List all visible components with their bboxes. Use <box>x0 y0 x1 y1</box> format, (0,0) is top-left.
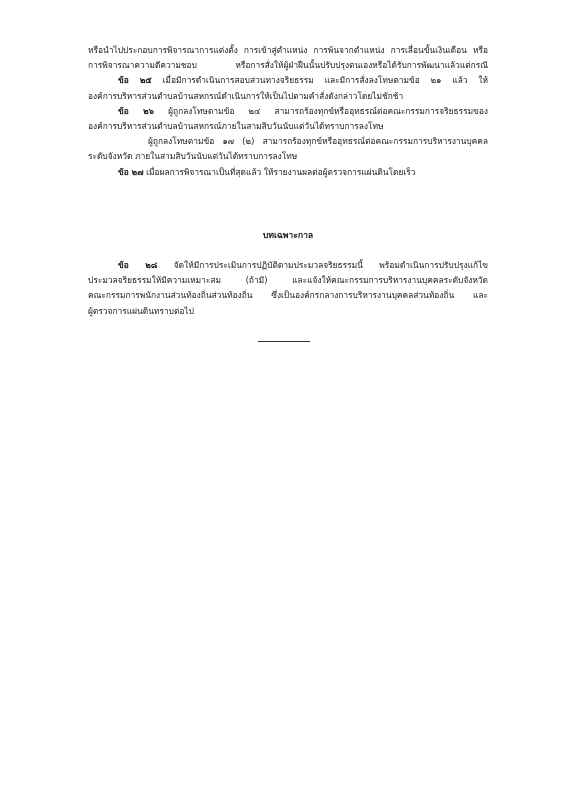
clause-28-label: ข้อ ๒๘ <box>118 260 158 270</box>
clause-25-line-1 <box>88 73 488 88</box>
clause-26-label: ข้อ ๒๖ <box>118 105 154 116</box>
clause-25-label: ข้อ ๒๕ <box>118 75 152 86</box>
clause-26-line-1 <box>88 104 488 119</box>
clause-27-label: ข้อ ๒๗ <box>118 166 144 177</box>
clause-28-line-3: คณะกรรมการพนักงานส่วนท้องถิ่นส่วนท้องถิ่น ซึ่งเป็นองค์กรกลางการบริหารงานบุคคลส่วนท้องถิ่น และ <box>88 290 488 301</box>
clause-26-line-4: ระดับจังหวัด ภายในสามสิบวันนับแต่วันได้ทราบการลงโทษ <box>88 151 298 162</box>
clause-27-line-1 <box>88 165 488 180</box>
clause-26-line-3: ผู้ถูกลงโทษตามข้อ ๑๗ (๒) สามารถร้องทุกข์หรืออุทธรณ์ต่อคณะกรรมการบริหารงานบุคคล <box>148 136 488 147</box>
end-divider <box>258 341 310 342</box>
clause-28-text: จัดให้มีการประเมินการปฏิบัติตามประมวลจริยธรรมนี้ พร้อมดำเนินการปรับปรุงแก้ไข <box>173 260 488 270</box>
clause-28-line-2: ประมวลจริยธรรมให้มีความเหมาะสม (ถ้ามี) และแจ้งให้คณะกรรมการบริหารงานบุคคลระดับจังหวัด <box>88 275 488 286</box>
paragraph-line: หรือนำไปประกอบการพิจารณาการแต่งตั้ง การเข้าสู่ตำแหน่ง การพ้นจากตำแหน่ง การเลื่อนขั้นเงินเดือน หรือ <box>88 45 488 55</box>
document-body-lower <box>88 258 488 319</box>
clause-26-line-2: องค์การบริหารส่วนตำบลบ้านสหกรณ์ภายในสามสิบวันนับแต่วันได้ทราบการลงโทษ <box>88 120 384 131</box>
section-title: บทเฉพาะกาล <box>262 231 314 241</box>
paragraph-line: การพิจารณาความดีความชอบ หรือการสั่งให้ผู้ฝ่าฝืนนั้นปรับปรุงตนเองหรือได้รับการพัฒนาแล้วแต่กรณี <box>88 60 488 71</box>
clause-25-text: เมื่อมีการดำเนินการสอบสวนทางจริยธรรม และมีการสั่งลงโทษตามข้อ ๒๑ แล้ว ให้ <box>162 75 488 86</box>
clause-28-line-1 <box>88 258 488 273</box>
document-body-upper <box>88 43 488 180</box>
clause-28-line-4: ผู้ตรวจการแผ่นดินทราบต่อไป <box>88 305 194 316</box>
clause-25-line-2: องค์การบริหารส่วนตำบลบ้านสหกรณ์ดำเนินการให้เป็นไปตามคำสั่งดังกล่าวโดยไม่ชักช้า <box>88 90 404 101</box>
clause-26-text: ผู้ถูกลงโทษตามข้อ ๒๔ สามารถร้องทุกข์หรืออุทธรณ์ต่อคณะกรรมการจริยธรรมของ <box>168 105 488 116</box>
clause-27-text: เมื่อผลการพิจารณาเป็นที่สุดแล้ว ให้รายงานผลต่อผู้ตรวจการแผ่นดินโดยเร็ว <box>146 166 416 177</box>
